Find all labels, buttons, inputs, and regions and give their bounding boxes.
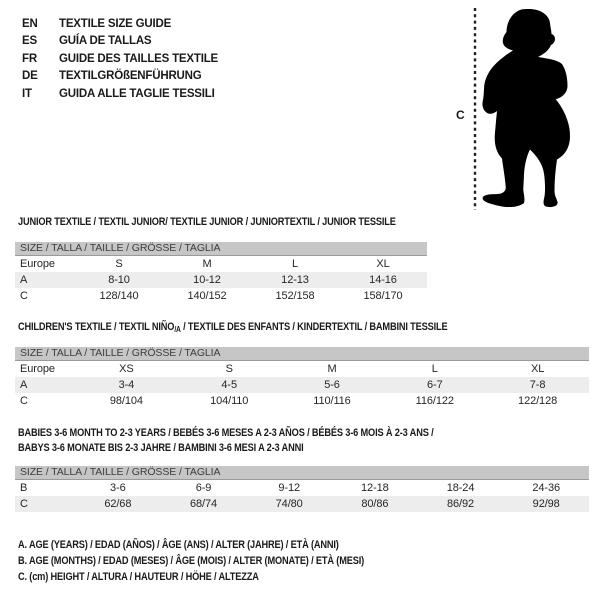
footnote-b: B. AGE (MONTHS) / EDAD (MESES) / ÂGE (MOIS) / ALTER (MONATE) / ETÀ (MESI): [18, 555, 365, 567]
table-cell: 92/98: [532, 498, 560, 510]
table-row: [15, 393, 589, 409]
language-row-en: [22, 15, 218, 33]
row-label: C: [20, 290, 28, 302]
babies-size-table: [15, 466, 589, 512]
table-row: [15, 272, 427, 288]
table-cell: 152/158: [275, 290, 315, 302]
table-row: [15, 288, 427, 304]
table-cell: 9-12: [278, 482, 300, 494]
language-code: FR: [22, 52, 37, 65]
title-text: / TEXTILE DES ENFANTS / KINDERTEXTIL / BAMBINI TESSILE: [180, 321, 448, 333]
language-code: DE: [22, 70, 38, 83]
table-cell: 14-16: [369, 274, 397, 286]
table-cell: 86/92: [447, 498, 475, 510]
table-row: [15, 256, 427, 272]
table-cell: XL: [376, 258, 390, 270]
table-cell: 10-12: [193, 274, 221, 286]
table-cell: 5-6: [324, 379, 340, 391]
language-code: ES: [22, 35, 37, 48]
size-bar: SIZE / TALLA / TAILLE / GRÖSSE / TAGLIA: [15, 242, 427, 256]
table-cell: 140/152: [187, 290, 227, 302]
table-cell: 3-6: [110, 482, 126, 494]
language-row-de: [22, 68, 218, 86]
footnote-c: C. (cm) HEIGHT / ALTURA / HAUTEUR / HÖHE / ALTEZZA: [18, 571, 259, 583]
table-cell: 18-24: [446, 482, 475, 494]
table-cell: 158/170: [363, 290, 403, 302]
table-cell: S: [115, 258, 123, 270]
height-marker-label: C: [456, 108, 465, 122]
table-cell: 12-13: [281, 274, 309, 286]
table-row: [15, 361, 589, 377]
row-label: C: [20, 395, 28, 407]
row-label: B: [20, 482, 28, 494]
table-cell: 80/86: [361, 498, 389, 510]
language-row-es: [22, 33, 218, 51]
language-label: TEXTILGRÖßENFÜHRUNG: [59, 70, 202, 83]
table-cell: 7-8: [529, 379, 546, 391]
table-cell: 128/140: [99, 290, 139, 302]
footnote-a: A. AGE (YEARS) / EDAD (AÑOS) / ÂGE (ANS) / ALTER (JAHRE) / ETÀ (ANNI): [18, 539, 339, 551]
language-code: EN: [22, 17, 38, 30]
table-cell: 12-18: [361, 482, 389, 494]
table-cell: 6-7: [426, 379, 443, 391]
language-label: GUÍA DE TALLAS: [59, 35, 152, 48]
table-row: [15, 496, 589, 512]
table-cell: M: [202, 258, 212, 270]
table-cell: 122/128: [518, 395, 558, 407]
size-bar: SIZE / TALLA / TAILLE / GRÖSSE / TAGLIA: [15, 347, 589, 361]
table-cell: 110/116: [313, 395, 351, 407]
language-code: IT: [22, 87, 32, 100]
table-cell: XS: [119, 363, 134, 375]
size-bar: SIZE / TALLA / TAILLE / GRÖSSE / TAGLIA: [15, 466, 589, 480]
row-label: Europe: [20, 258, 55, 270]
table-cell: 6-9: [195, 482, 212, 494]
table-cell: 62/68: [104, 498, 132, 510]
table-cell: 98/104: [109, 395, 143, 407]
table-cell: XL: [530, 363, 545, 375]
language-row-fr: [22, 50, 218, 68]
row-label: C: [20, 498, 28, 510]
table-cell: M: [327, 363, 337, 375]
table-cell: 8-10: [108, 274, 130, 286]
table-cell: 68/74: [189, 498, 218, 510]
table-cell: S: [225, 363, 233, 375]
table-cell: 3-4: [118, 379, 135, 391]
junior-size-table: [15, 242, 427, 304]
row-label: A: [20, 379, 28, 391]
table-row: [15, 480, 589, 496]
row-label: Europe: [20, 363, 55, 375]
table-cell: 4-5: [221, 379, 237, 391]
title-line-2: BABYS 3-6 MONATE BIS 2-3 JAHRE / BAMBINI 3-6 MESI A 2-3 ANNI: [18, 442, 304, 454]
language-label: TEXTILE SIZE GUIDE: [59, 17, 172, 30]
children-size-table: [15, 347, 589, 409]
section-title-children: [18, 320, 448, 337]
row-label: A: [20, 274, 28, 286]
language-label: GUIDE DES TAILLES TEXTILE: [59, 52, 218, 65]
table-cell: L: [431, 363, 438, 375]
table-cell: 74/80: [275, 498, 303, 510]
language-row-it: [22, 85, 218, 103]
table-cell: 104/110: [210, 395, 249, 407]
table-cell: L: [291, 258, 299, 270]
language-header: [22, 15, 218, 103]
table-cell: 24-36: [532, 482, 561, 494]
table-row: [15, 377, 589, 393]
title-text: CHILDREN'S TEXTILE / TEXTIL NIÑO: [18, 321, 175, 333]
footnotes: [18, 537, 430, 585]
language-label: GUIDA ALLE TAGLIE TESSILI: [59, 87, 215, 100]
title-line-1: BABIES 3-6 MONTH TO 2-3 YEARS / BEBÉS 3-6 MESES A 2-3 AÑOS / BÉBÉS 3-6 MOIS À 2-3 ANS /: [18, 427, 434, 439]
table-cell: 116/122: [415, 395, 454, 407]
section-title-junior: JUNIOR TEXTILE / TEXTIL JUNIOR/ TEXTILE JUNIOR / JUNIORTEXTIL / JUNIOR TESSILE: [18, 216, 396, 228]
toddler-silhouette-icon: [478, 6, 590, 208]
section-title-babies: [18, 426, 513, 456]
title-subscript: /A: [174, 325, 181, 334]
height-marker-dashed-line: [473, 8, 477, 210]
